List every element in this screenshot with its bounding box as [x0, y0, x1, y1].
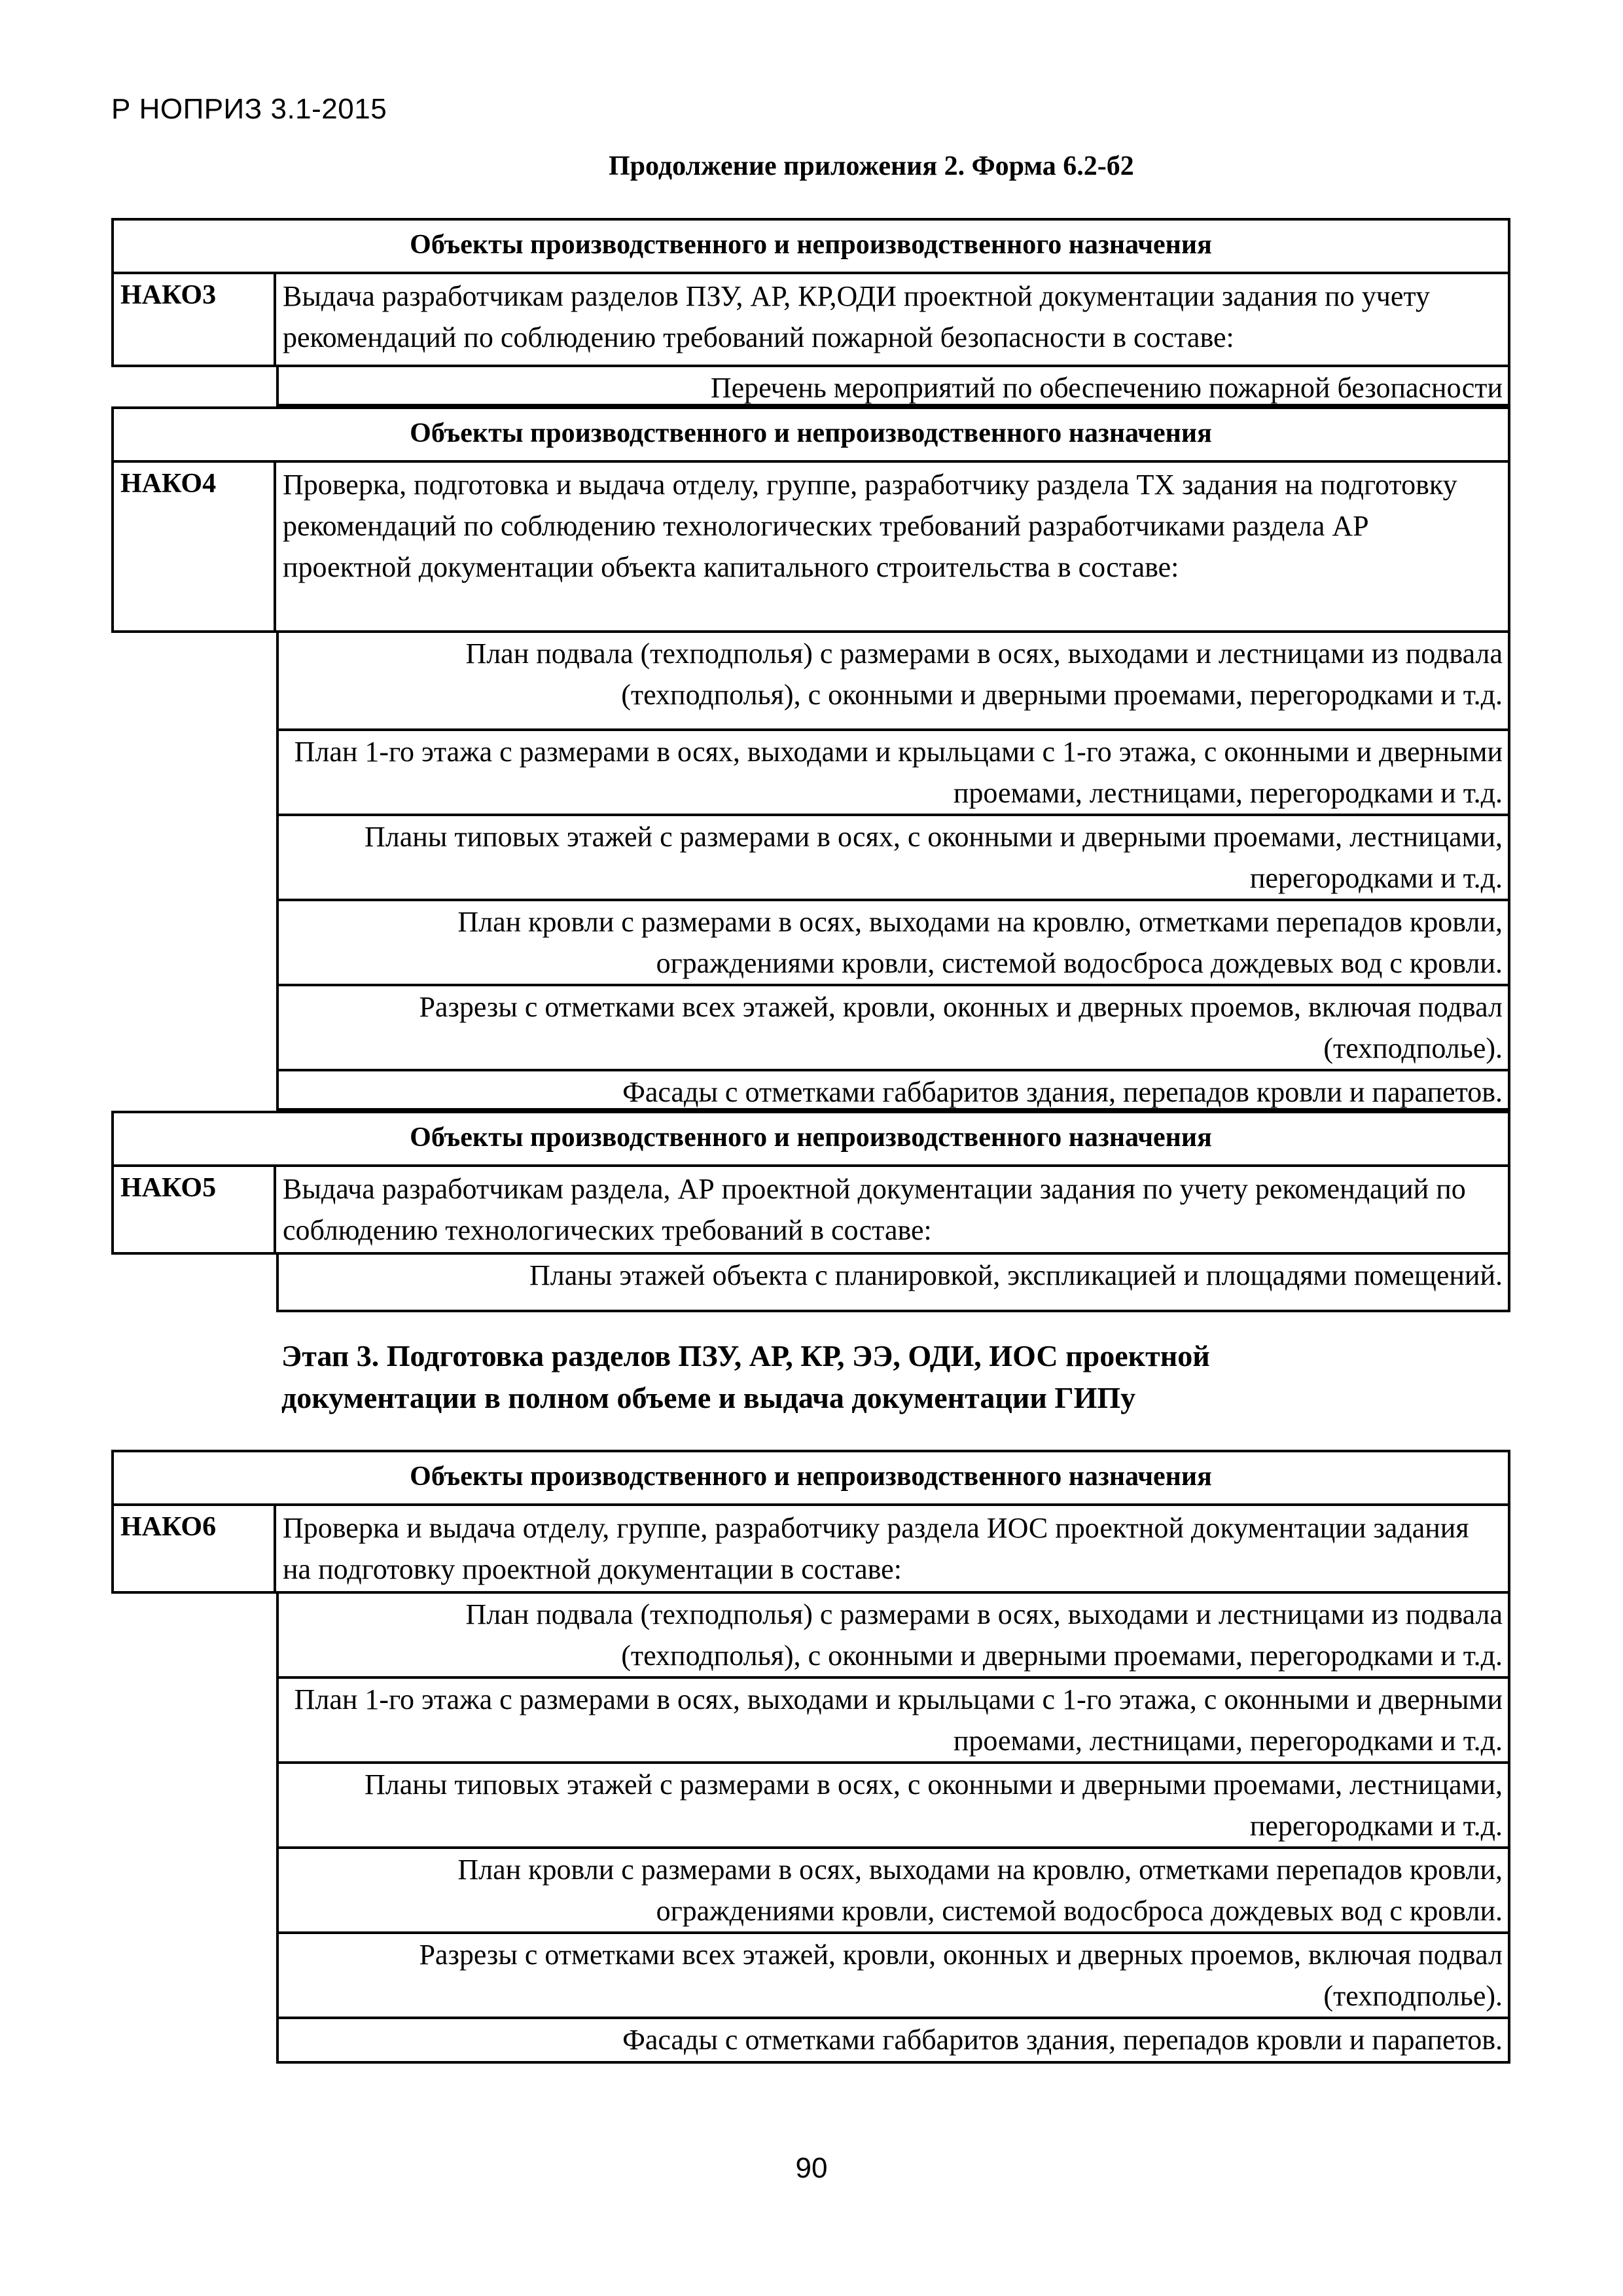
list-item [114, 367, 1508, 406]
description-cell: Выдача разработчикам раздела, АР проектной документации задания по учету рекомендаций по соблюдению технологических требований в составе: [283, 1173, 1466, 1246]
form-table-1 [111, 218, 1510, 1312]
item-cell: План 1-го этажа с размерами в осях, выходами и крыльцами с 1-го этажа, с оконными и дверными проемами, лестницами, перегородками и т.д. [276, 731, 1508, 816]
list-item [114, 1071, 1508, 1111]
table-group-nako5 [114, 1111, 1508, 1312]
item-cell: План кровли с размерами в осях, выходами на кровлю, отметками перепадов кровли, ограждениями кровли, системой водосброса дождевых вод с кровли. [276, 901, 1508, 986]
item-cell: Перечень мероприятий по обеспечению пожарной безопасности [276, 367, 1508, 406]
item-cell: Разрезы с отметками всех этажей, кровли, оконных и дверных проемов, включая подвал (техподполье). [276, 986, 1508, 1071]
item-cell: Фасады с отметками габбаритов здания, перепадов кровли и парапетов. [276, 1071, 1508, 1111]
list-item [114, 1764, 1508, 1849]
page-number: 90 [795, 2152, 828, 2184]
list-item [114, 901, 1508, 986]
form-table-2 [111, 1450, 1510, 2064]
item-cell: План подвала (техподполья) с размерами в осях, выходами и лестницами из подвала (техподполья), с оконными и дверными проемами, перегородками и т.д. [276, 1594, 1508, 1679]
code-cell: НАКО3 [114, 274, 276, 365]
code-row [114, 274, 1508, 367]
group-header: Объекты производственного и непроизводственного назначения [114, 221, 1508, 274]
document-code: Р НОПРИЗ 3.1-2015 [111, 93, 387, 125]
item-cell: Планы типовых этажей с размерами в осях, с оконными и дверными проемами, лестницами, перегородками и т.д. [276, 816, 1508, 901]
description-cell: Проверка и выдача отделу, группе, разработчику раздела ИОС проектной документации задания на подготовку проектной документации в составе: [283, 1512, 1469, 1585]
item-cell: Планы типовых этажей с размерами в осях, с оконными и дверными проемами, лестницами, перегородками и т.д. [276, 1764, 1508, 1849]
item-cell: План кровли с размерами в осях, выходами на кровлю, отметками перепадов кровли, ограждениями кровли, системой водосброса дождевых вод с кровли. [276, 1849, 1508, 1934]
description-cell: Проверка, подготовка и выдача отделу, группе, разработчику раздела ТХ задания на подготовку рекомендаций по соблюдению технологических требований разработчиками раздела АР проектной документации объекта капитального строительства в составе: [283, 469, 1457, 583]
appendix-subtitle: Продолжение приложения 2. Форма 6.2-б2 [609, 151, 1134, 181]
code-row [114, 1506, 1508, 1594]
description-cell: Выдача разработчикам разделов ПЗУ, АР, КР,ОДИ проектной документации задания по учету рекомендаций по соблюдению требований пожарной безопасности в составе: [283, 280, 1431, 353]
group-header: Объекты производственного и непроизводственного назначения [114, 1113, 1508, 1167]
group-header: Объекты производственного и непроизводственного назначения [114, 409, 1508, 463]
table-group-nako4 [114, 406, 1508, 1111]
list-item [114, 1255, 1508, 1312]
item-cell: Планы этажей объекта с планировкой, экспликацией и площадями помещений. [276, 1255, 1508, 1312]
list-item [114, 986, 1508, 1071]
stage-3-heading: Этап 3. Подготовка разделов ПЗУ, АР, КР, ЭЭ, ОДИ, ИОС проектной документации в полном объеме и выдача документации ГИПу [281, 1339, 1210, 1414]
list-item [114, 2019, 1508, 2064]
item-cell: План 1-го этажа с размерами в осях, выходами и крыльцами с 1-го этажа, с оконными и дверными проемами, лестницами, перегородками и т.д. [276, 1679, 1508, 1764]
code-row [114, 1167, 1508, 1255]
table-group-nako6 [114, 1452, 1508, 2064]
list-item [114, 1679, 1508, 1764]
list-item [114, 1849, 1508, 1934]
item-cell: Разрезы с отметками всех этажей, кровли, оконных и дверных проемов, включая подвал (техподполье). [276, 1934, 1508, 2019]
code-row [114, 463, 1508, 633]
list-item [114, 1594, 1508, 1679]
item-cell: Фасады с отметками габбаритов здания, перепадов кровли и парапетов. [276, 2019, 1508, 2064]
list-item [114, 731, 1508, 816]
list-item [114, 1934, 1508, 2019]
code-cell: НАКО6 [114, 1506, 276, 1591]
list-item [114, 633, 1508, 731]
list-item [114, 816, 1508, 901]
code-cell: НАКО4 [114, 463, 276, 630]
item-cell: План подвала (техподполья) с размерами в осях, выходами и лестницами из подвала (техподполья), с оконными и дверными проемами, перегородками и т.д. [276, 633, 1508, 731]
table-group-nako3 [114, 221, 1508, 406]
code-cell: НАКО5 [114, 1167, 276, 1252]
group-header: Объекты производственного и непроизводственного назначения [114, 1452, 1508, 1506]
